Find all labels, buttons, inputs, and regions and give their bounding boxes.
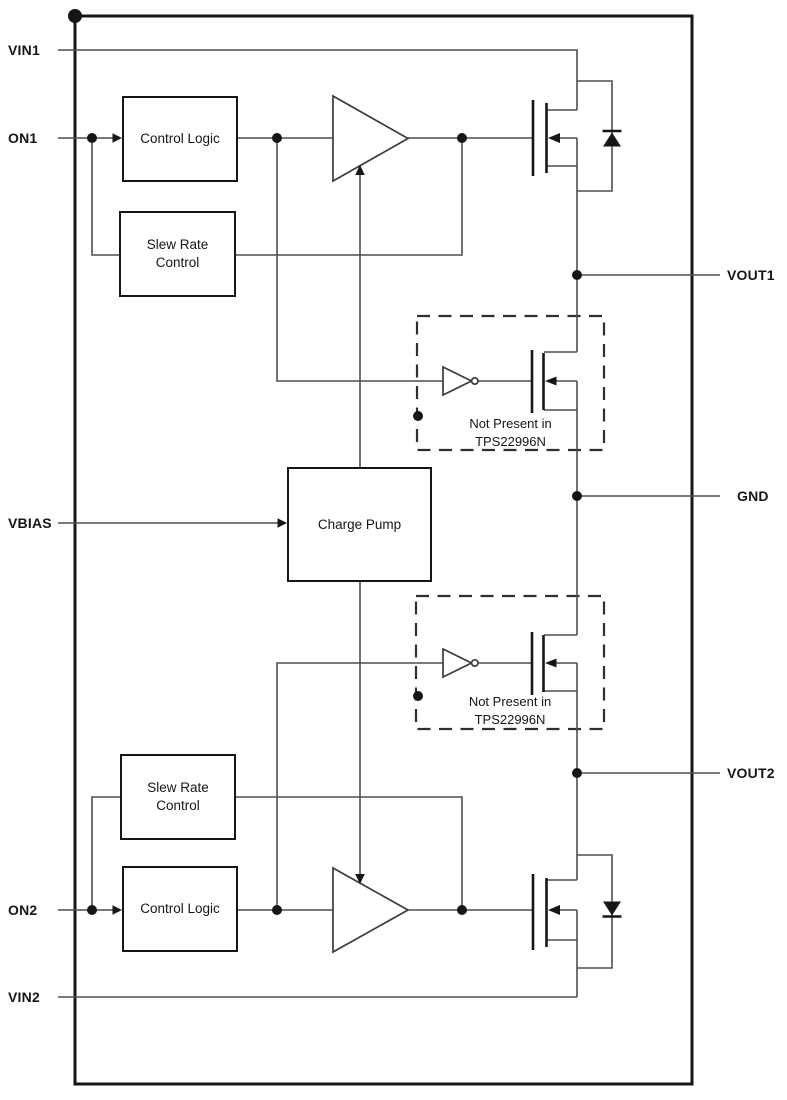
charge-pump-label: Charge Pump bbox=[317, 516, 402, 532]
on1-arrow bbox=[113, 133, 123, 143]
pin-label-vbias: VBIAS bbox=[8, 515, 52, 531]
nmos-blocking-fet-2 bbox=[532, 632, 557, 695]
fet2b-body-arrow bbox=[545, 659, 557, 668]
vbias-arrow bbox=[278, 518, 288, 528]
cl1-out-junction-dot bbox=[272, 133, 282, 143]
not-present-note-2-line2: TPS22996N bbox=[474, 712, 546, 727]
not-present-note-1-line2: TPS22996N bbox=[475, 434, 546, 449]
fet2-body-arrow bbox=[548, 905, 560, 915]
wire-body-diode-2-loop bbox=[577, 855, 612, 968]
nmos-blocking-fet-1 bbox=[532, 350, 557, 413]
control-logic-1-block bbox=[122, 96, 238, 182]
gate-driver-buffer-2 bbox=[333, 868, 408, 952]
slew-rate-2-label-line2: Control bbox=[156, 798, 200, 813]
vout2-junction-dot bbox=[572, 768, 582, 778]
inverter-1-bubble bbox=[472, 378, 478, 384]
gate-driver-buffer-1 bbox=[333, 96, 408, 181]
body-diode-2 bbox=[603, 902, 622, 917]
gate1-junction-dot bbox=[457, 133, 467, 143]
control-logic-1-label: Control Logic bbox=[140, 131, 220, 146]
cl2-out-junction-dot bbox=[272, 905, 282, 915]
not-present-note-1 bbox=[417, 415, 604, 451]
not-present-note-2-line1: Not Present in bbox=[468, 694, 552, 709]
on2-arrow bbox=[113, 905, 123, 915]
pin-label-gnd: GND bbox=[737, 488, 769, 504]
slew-rate-control-2-block bbox=[120, 754, 236, 840]
wire-on2-to-slew2 bbox=[92, 797, 122, 910]
fet1b-body-arrow bbox=[545, 377, 557, 386]
pin-label-vin1: VIN1 bbox=[8, 42, 40, 58]
slew-rate-1-label-line2: Control bbox=[155, 255, 200, 270]
control-logic-2-label: Control Logic bbox=[140, 901, 220, 916]
body-diode-1 bbox=[603, 131, 622, 147]
slew-rate-control-1-block bbox=[119, 211, 236, 297]
on2-junction-dot bbox=[87, 905, 97, 915]
wire-body-diode-1-loop bbox=[577, 81, 612, 191]
pin-label-vout2: VOUT2 bbox=[727, 765, 775, 781]
charge-pump-block bbox=[287, 467, 432, 582]
wire-on1-to-slew1 bbox=[92, 138, 121, 255]
corner-junction-dot bbox=[68, 9, 82, 23]
slew-rate-1-label-line1: Slew Rate bbox=[146, 237, 209, 252]
not-present-note-1-line1: Not Present in bbox=[469, 416, 552, 431]
pin-label-on1: ON1 bbox=[8, 130, 38, 146]
on1-junction-dot bbox=[87, 133, 97, 143]
inverter-2-bubble bbox=[472, 660, 478, 666]
fet1-body-arrow bbox=[548, 133, 560, 143]
vout1-junction-dot bbox=[572, 270, 582, 280]
inverter-2 bbox=[443, 649, 478, 677]
inverter-1 bbox=[443, 367, 478, 395]
gate2-junction-dot bbox=[457, 905, 467, 915]
slew-rate-2-label-line1: Slew Rate bbox=[147, 780, 209, 795]
pin-label-on2: ON2 bbox=[8, 902, 38, 918]
control-logic-2-block bbox=[122, 866, 238, 952]
gnd-junction-dot bbox=[572, 491, 582, 501]
pin-label-vin2: VIN2 bbox=[8, 989, 40, 1005]
nmos-pass-fet-1 bbox=[533, 100, 560, 176]
nmos-pass-fet-2 bbox=[533, 874, 560, 950]
pin-label-vout1: VOUT1 bbox=[727, 267, 775, 283]
not-present-note-2 bbox=[416, 693, 604, 729]
